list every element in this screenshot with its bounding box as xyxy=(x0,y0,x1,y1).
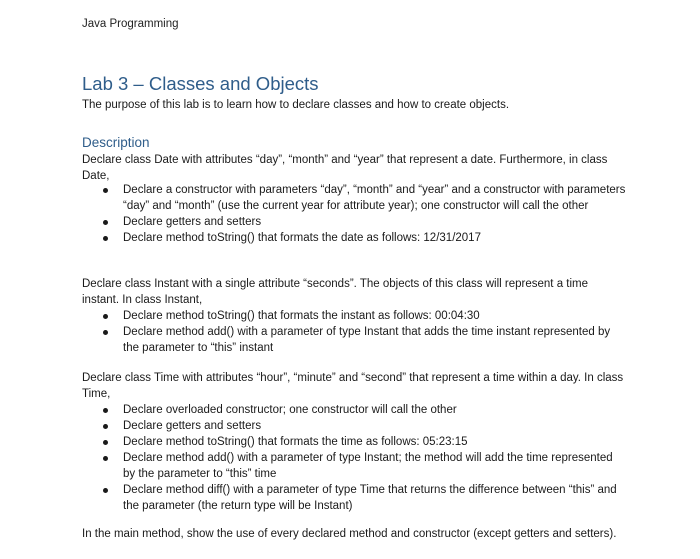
bullet-icon xyxy=(103,424,108,429)
time-bullet-list xyxy=(100,402,627,514)
description-heading: Description xyxy=(82,135,150,150)
list-item-text: Declare method add() with a parameter of type Instant that adds the time instant represented by the parameter to “this” instant xyxy=(123,326,611,354)
list-item-text: Declare getters and setters xyxy=(123,216,262,228)
list-item-text: Declare method toString() that formats the time as follows: 05:23:15 xyxy=(123,436,468,448)
date-bullet-list xyxy=(100,182,627,246)
list-item xyxy=(100,434,627,450)
list-item-text: Declare getters and setters xyxy=(123,420,262,432)
bullet-icon xyxy=(103,488,108,493)
list-item-text: Declare overloaded constructor; one constructor will call the other xyxy=(123,404,457,416)
list-item-text: Declare method add() with a parameter of type Instant; the method will add the time represented by the parameter to “this” time xyxy=(123,452,613,480)
bullet-icon xyxy=(103,408,108,413)
purpose-paragraph: The purpose of this lab is to learn how to declare classes and how to create objects. xyxy=(82,99,510,111)
time-intro-paragraph: Declare class Time with attributes “hour”, “minute” and “second” that represent a time within a day. In class Time, xyxy=(82,372,624,400)
lab-title: Lab 3 – Classes and Objects xyxy=(82,73,319,94)
bullet-icon xyxy=(103,330,108,335)
list-item xyxy=(100,402,627,418)
list-item-text: Declare method toString() that formats the date as follows: 12/31/2017 xyxy=(123,232,481,244)
list-item xyxy=(100,482,627,514)
list-item-text: Declare method toString() that formats the instant as follows: 00:04:30 xyxy=(123,310,480,322)
bullet-icon xyxy=(103,314,108,319)
bullet-icon xyxy=(103,220,108,225)
list-item xyxy=(100,182,627,214)
date-intro-paragraph: Declare class Date with attributes “day”, “month” and “year” that represent a date. Furthermore, in class Date, xyxy=(82,154,608,182)
list-item xyxy=(100,418,627,434)
page-header: Java Programming xyxy=(82,18,179,30)
list-item xyxy=(100,450,627,482)
bullet-icon xyxy=(103,236,108,241)
list-item xyxy=(100,214,627,230)
instant-bullet-list xyxy=(100,308,627,356)
list-item-text: Declare a constructor with parameters “day”, “month” and “year” and a constructor with parameters “day” and “month” (use the current year for attribute year); one constructor will call the other xyxy=(123,184,626,212)
bullet-icon xyxy=(103,456,108,461)
list-item xyxy=(100,230,627,246)
main-method-paragraph: In the main method, show the use of every declared method and constructor (except getters and setters). xyxy=(82,528,617,540)
list-item xyxy=(100,324,627,356)
bullet-icon xyxy=(103,188,108,193)
list-item xyxy=(100,308,627,324)
bullet-icon xyxy=(103,440,108,445)
instant-intro-paragraph: Declare class Instant with a single attribute “seconds”. The objects of this class will represent a time instant. In class Instant, xyxy=(82,278,589,306)
list-item-text: Declare method diff() with a parameter of type Time that returns the difference between “this” and the parameter (the return type will be Instant) xyxy=(123,484,617,512)
